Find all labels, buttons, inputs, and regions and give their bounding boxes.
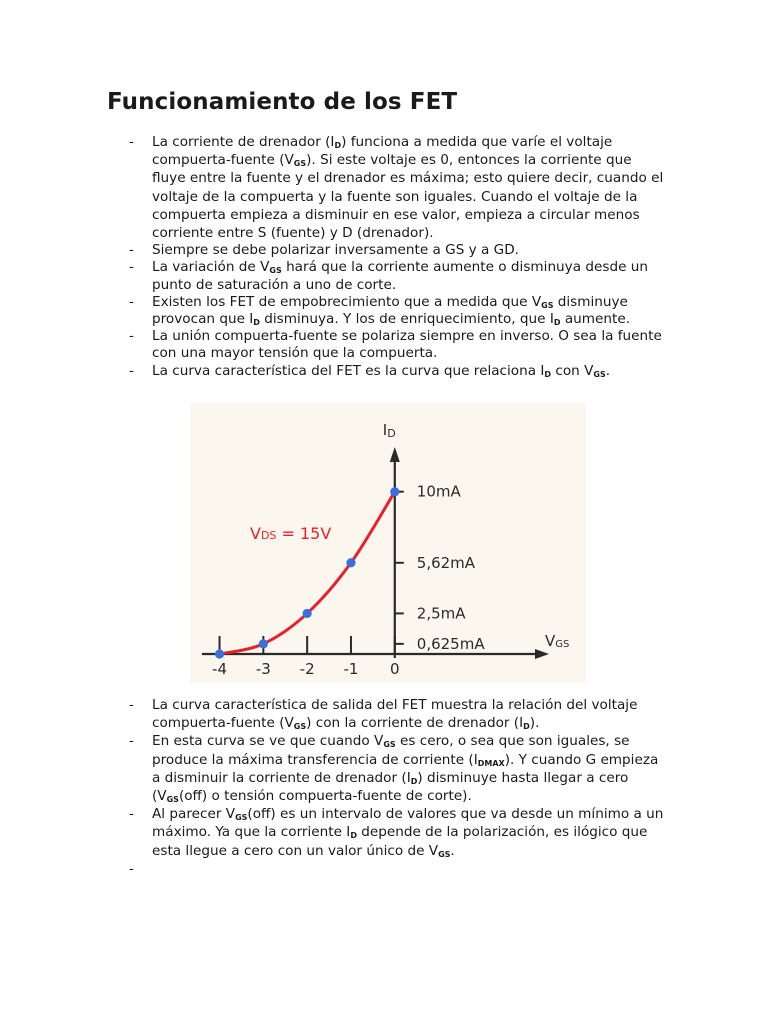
x-tick-label: -2 bbox=[299, 660, 315, 678]
list-item bbox=[129, 259, 669, 293]
text-run: disminuya. Y los de enriquecimiento, que I bbox=[259, 311, 554, 328]
y-tick-label: 10mA bbox=[416, 482, 461, 501]
bullet-list-top bbox=[129, 133, 669, 380]
bullet-list-bottom bbox=[129, 696, 669, 877]
bullet-dash: - bbox=[129, 293, 134, 310]
y-tick-label: 5,62mA bbox=[416, 553, 476, 572]
list-item bbox=[129, 242, 669, 259]
subscript: D bbox=[523, 722, 530, 732]
bullet-dash: - bbox=[129, 134, 134, 150]
text-run: Siempre se debe polarizar inversamente a GS y a GD. bbox=[152, 242, 519, 259]
text-run: ) disminuye hasta llegar a cero (V bbox=[152, 769, 629, 805]
list-item-text bbox=[152, 363, 610, 379]
vds-annotation-value: = 15V bbox=[276, 524, 332, 543]
text-run: ). Y cuando G empieza a disminuir la corriente de drenador (I bbox=[152, 751, 659, 786]
vds-annotation-sub: DS bbox=[260, 529, 277, 542]
x-axis-label-sub: GS bbox=[555, 639, 570, 650]
list-item bbox=[129, 805, 669, 860]
chart-svg bbox=[190, 403, 586, 683]
list-item-text bbox=[152, 259, 648, 292]
y-axis-label-main: I bbox=[382, 421, 388, 439]
subscript: D bbox=[334, 141, 342, 150]
list-item bbox=[129, 696, 669, 732]
subscript: GS bbox=[383, 740, 396, 750]
fet-characteristic-chart bbox=[190, 403, 586, 683]
subscript: GS bbox=[269, 266, 282, 276]
vds-annotation-main: V bbox=[250, 524, 261, 543]
text-run: (off) es un intervalo de valores que va desde un mínimo a un máximo. Ya que la corriente I bbox=[152, 806, 664, 841]
y-tick-label: 0,625mA bbox=[416, 634, 485, 653]
subscript: GS bbox=[166, 795, 179, 805]
text-run: es cero, o sea que son iguales, se produce la máxima transferencia de corriente (I bbox=[152, 733, 630, 768]
subscript: GS bbox=[293, 159, 307, 169]
bullet-dash: - bbox=[129, 362, 134, 379]
text-run: La unión compuerta-fuente se polariza siempre en inverso. O sea la fuente con una mayor tensión que la compuerta. bbox=[152, 328, 662, 362]
data-point bbox=[346, 558, 355, 567]
list-item bbox=[129, 363, 669, 380]
bullet-dash: - bbox=[129, 259, 134, 276]
data-point bbox=[259, 639, 268, 648]
text-run: La curva característica de salida del FET muestra la relación del voltaje compuerta-fuente (V bbox=[152, 697, 638, 732]
list-item-text bbox=[152, 242, 519, 258]
x-tick-label: 0 bbox=[390, 660, 400, 678]
text-run: La variación de V bbox=[152, 259, 270, 276]
subscript: GS bbox=[438, 849, 451, 859]
bullet-dash: - bbox=[129, 242, 134, 259]
list-item bbox=[129, 133, 669, 242]
list-item-text bbox=[152, 294, 630, 327]
text-run: La corriente de drenador (I bbox=[152, 134, 335, 150]
list-item-text bbox=[152, 328, 662, 361]
x-tick-label: -1 bbox=[343, 660, 359, 678]
y-tick-label: 2,5mA bbox=[416, 604, 466, 623]
bullet-dash: - bbox=[129, 806, 134, 823]
bullet-dash: - bbox=[129, 328, 134, 345]
data-point bbox=[215, 649, 224, 658]
text-run: En esta curva se ve que cuando V bbox=[152, 733, 384, 750]
text-run: ) con la corriente de drenador (I bbox=[306, 715, 524, 732]
text-run: La curva característica del FET es la curva que relaciona I bbox=[152, 362, 545, 379]
x-tick-label: -3 bbox=[255, 660, 271, 678]
text-run: disminuye provocan que I bbox=[152, 293, 628, 328]
subscript: D bbox=[350, 831, 357, 841]
subscript: D bbox=[410, 776, 418, 786]
subscript: GS bbox=[593, 369, 606, 379]
subscript: GS bbox=[541, 300, 554, 310]
subscript: D bbox=[553, 318, 561, 328]
list-item-text bbox=[152, 733, 658, 804]
bullet-dash: - bbox=[129, 733, 134, 750]
text-run: con V bbox=[551, 362, 594, 379]
text-run: Al parecer V bbox=[152, 806, 236, 823]
subscript: GS bbox=[235, 813, 248, 823]
text-run: ). bbox=[529, 715, 540, 732]
list-item-text bbox=[152, 134, 663, 241]
text-run: . bbox=[605, 362, 611, 379]
subscript: D bbox=[544, 369, 552, 379]
x-axis-label-main: V bbox=[545, 632, 556, 650]
subscript: GS bbox=[293, 722, 307, 732]
text-run: depende de la polarización, es ilógico que esta llegue a cero con un valor único de V bbox=[152, 824, 648, 859]
bullet-dash: - bbox=[129, 697, 134, 713]
y-axis-label-sub: D bbox=[387, 427, 396, 440]
list-item-text bbox=[152, 697, 637, 731]
text-run: ) funciona a medida que varíe el voltaje compuerta-fuente (V bbox=[152, 134, 613, 169]
text-run: . bbox=[450, 842, 455, 859]
chart-background bbox=[190, 403, 586, 683]
bullet-dash: - bbox=[129, 860, 134, 877]
list-item bbox=[129, 328, 669, 362]
text-run: (off) o tensión compuerta-fuente de corte). bbox=[178, 788, 472, 805]
page-title: Funcionamiento de los FET bbox=[107, 89, 458, 115]
list-item bbox=[129, 732, 669, 805]
text-run: Existen los FET de empobrecimiento que a medida que V bbox=[152, 293, 542, 310]
list-item-text bbox=[152, 806, 663, 858]
subscript: D bbox=[253, 318, 260, 328]
data-point bbox=[390, 487, 399, 496]
x-tick-label: -4 bbox=[212, 660, 228, 678]
text-run: aumente. bbox=[560, 311, 631, 328]
list-item bbox=[129, 294, 669, 328]
data-point bbox=[303, 609, 312, 618]
text-run: hará que la corriente aumente o disminuya desde un punto de saturación a uno de corte. bbox=[152, 259, 648, 293]
text-run: ). Si este voltaje es 0, entonces la corriente que fluye entre la fuente y el drenador es máxima; esto quiere decir, cuando el voltaje de la compuerta y la fuente son iguales. Cuando el voltaje de la compuerta empieza a disminuir en ese valor, empieza a circular menos corriente entre S (fuente) y D (drenador). bbox=[152, 152, 664, 242]
subscript: DMAX bbox=[477, 758, 505, 768]
